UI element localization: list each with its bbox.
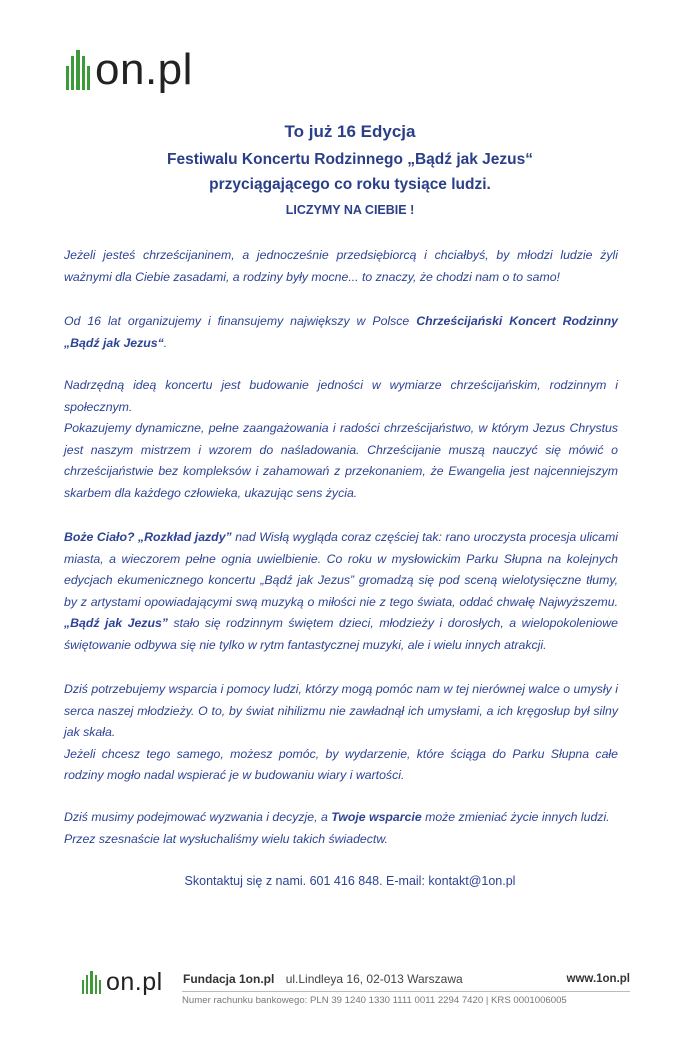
bold-text: Boże Ciało? „Rozkład jazdy” bbox=[64, 530, 232, 544]
headline-festival: Festiwalu Koncertu Rodzinnego „Bądź jak Jezus“ bbox=[166, 151, 534, 168]
logo-text: on.pl bbox=[95, 45, 193, 94]
logo-bottom bbox=[82, 970, 163, 994]
footer-divider bbox=[182, 991, 630, 992]
paragraph-support-need: Dziś potrzebujemy wsparcia i pomocy ludzi, którzy mogą pomóc nam w tej nierównej walce o umysły i serca naszej młodzieży. O to, by świat nihilizmu nie zawładnął ich umysłami, a ich kręgosłup był silny jak skała. Jeżeli chcesz tego samego, możesz pomóc, by wydarzenie, które ściąga do Parku Słupna całe rodziny mogło nadal wspierać je w budowaniu wiary i wartości. bbox=[64, 682, 618, 782]
footer-organization bbox=[183, 972, 463, 986]
logo-top bbox=[66, 45, 193, 94]
bold-text: Chrześcijański Koncert Rodzinny „Bądź jak Jezus“ bbox=[64, 314, 619, 350]
headline-call-to-action: LICZYMY NA CIEBIE ! bbox=[285, 203, 415, 217]
footer-website-link[interactable]: www.1on.pl bbox=[566, 973, 630, 985]
paragraph-your-support: Dziś musimy podejmować wyzwania i decyzje, a Twoje wsparcie może zmieniać życie innych ludzi. Przez szesnaście lat wysłuchaliśmy wielu takich świadectw. bbox=[64, 810, 610, 846]
bars-one-icon bbox=[66, 50, 92, 90]
footer-org-name: Fundacja 1on.pl bbox=[183, 972, 275, 986]
headline-attracting: przyciągającego co roku tysiące ludzi. bbox=[209, 176, 491, 193]
logo-text: on.pl bbox=[106, 968, 163, 996]
contact-line: Skontaktuj się z nami. 601 416 848. E-mail: kontakt@1on.pl bbox=[184, 874, 516, 888]
bars-one-icon bbox=[82, 971, 103, 994]
footer-address: ul.Lindleya 16, 02-013 Warszawa bbox=[285, 972, 463, 986]
bold-text: Twoje wsparcie bbox=[331, 810, 422, 824]
paragraph-mission: Nadrzędną ideą koncertu jest budowanie jedności w wymiarze chrześcijańskim, rodzinnym i społecznym. Pokazujemy dynamiczne, pełne zaangażowania i radości chrześcijaństwo, w którym Jezus Chrystus jest naszym mistrzem i wzorem do naśladowania. Chrześcijanie muszą nauczyć się mówić o chrześcijaństwie bez kompleksów i zahamowań z przekonaniem, że Ewangelia jest najcenniejszym skarbem dla każdego człowieka, ukazując sens życia. bbox=[64, 378, 618, 500]
paragraph-history: Od 16 lat organizujemy i finansujemy największy w Polsce Chrześcijański Koncert Rodzinny „Bądź jak Jezus“. bbox=[64, 314, 619, 350]
bold-text: „Bądź jak Jezus” bbox=[64, 616, 168, 630]
footer-bank-account: Numer rachunku bankowego: PLN 39 1240 1330 1111 0011 2294 7420 | KRS 0001006005 bbox=[182, 995, 567, 1006]
paragraph-corpus-christi: Boże Ciało? „Rozkład jazdy” nad Wisłą wygląda coraz częściej tak: rano uroczysta procesja ulicami miasta, a wieczorem pełne ognia uwielbienie. Co roku w mysłowickim Parku Słupna na kolejnych edycjach ekumenicznego koncertu „Bądź jak Jezus” gromadzą się pod sceną wielotysięczne tłumy, by z artystami opowiadającymi swą muzyką o miłości nie z tego świata, oddać chwałę Najwyższemu. „Bądź jak Jezus” stało się rodzinnym świętem dzieci, młodzieży i dorosłych, a wielopokoleniowe świętowanie odbywa się nie tylko w rytm fantastycznej muzyki, ale i wielu innych atrakcji. bbox=[64, 530, 618, 652]
paragraph-intro: Jeżeli jesteś chrześcijaninem, a jednocześnie przedsiębiorcą i chciałbyś, by młodzi ludzie żyli ważnymi dla Ciebie zasadami, a rodziny były mocne... to znaczy, że chodzi nam o to samo! bbox=[64, 248, 618, 284]
headline-edition: To już 16 Edycja bbox=[284, 122, 416, 141]
